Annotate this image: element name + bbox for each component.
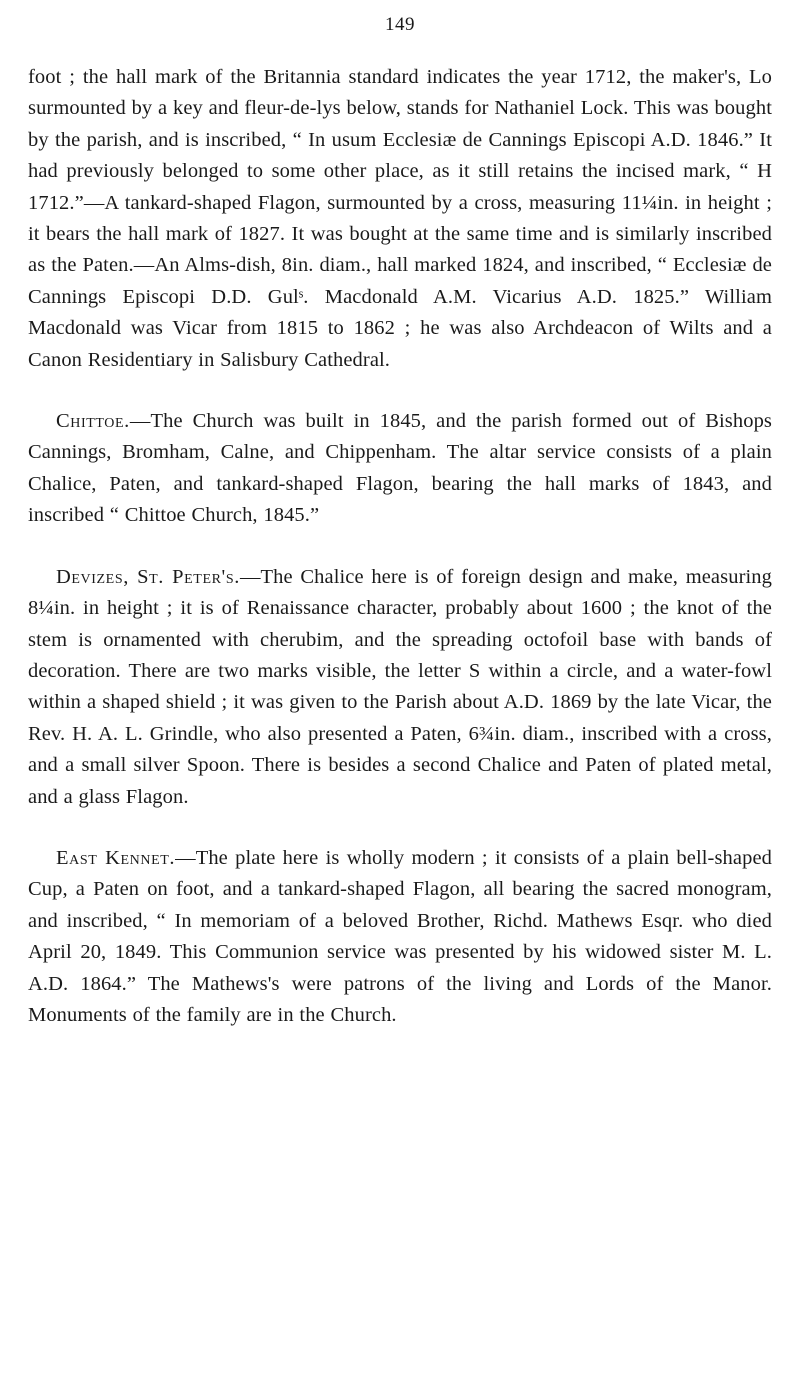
paragraph-chittoe [28,406,772,532]
page-body [28,36,772,1031]
entry-heading-chittoe: Chittoe. [56,410,130,433]
entry-heading-east-kennet: East Kennet. [56,846,176,869]
entry-heading-devizes-st-peters: Devizes, St. Peter's. [56,565,240,588]
paragraph-text: foot ; the hall mark of the Britannia standard indicates the year 1712, the maker's, Lo surmounted by a key and fleur-de-lys below, stands for Nathaniel Lock. This was bought by the parish, and is inscribed, “ In usum Ecclesiæ de Cannings Episcopi A.D. 1846.” It had previously belonged to some other place, as it still retains the incised mark, “ H 1712.”—A tankard-shaped Flagon, surmounted by a cross, measuring 11¼in. in height ; it bears the hall mark of 1827. It was bought at the same time and is similarly inscribed as the Paten.—An Alms-dish, 8in. diam., hall marked 1824, and inscribed, “ Ecclesiæ de Cannings Episcopi D.D. Gulˢ. Macdonald A.M. Vicarius A.D. 1825.” William Macdonald was Vicar from 1815 to 1862 ; he was also Archdeacon of Wilts and a Canon Residentiary in Salisbury Cathedral. [28,66,772,371]
paragraph-text: —The plate here is wholly modern ; it consists of a plain bell-shaped Cup, a Paten on foot, and a tankard-shaped Flagon, all bearing the sacred monogram, and inscribed, “ In memoriam of a beloved Brother, Richd. Mathews Esqr. who died April 20, 1849. This Communion service was presented by his widowed sister M. L. A.D. 1864.” The Mathews's were patrons of the living and Lords of the Manor. Monuments of the family are in the Church. [28,846,772,1026]
paragraph-text: —The Chalice here is of foreign design and make, measuring 8¼in. in height ; it is of Renaissance character, probably about 1600 ; the knot of the stem is ornamented with cherubim, and the spreading octofoil base with bands of decoration. There are two marks visible, the letter S within a circle, and a water-fowl within a shaped shield ; it was given to the Parish about A.D. 1869 by the late Vicar, the Rev. H. A. L. Grindle, who also presented a Paten, 6¾in. diam., inscribed with a cross, and a small silver Spoon. There is besides a second Chalice and Paten of plated metal, and a glass Flagon. [28,565,772,808]
paragraph-bishops-cannings-plate [28,62,772,376]
paragraph-east-kennet [28,843,772,1031]
paragraph-devizes-st-peters [28,562,772,813]
page-number: 149 [385,14,415,35]
paragraph-text: —The Church was built in 1845, and the parish formed out of Bishops Cannings, Bromham, Calne, and Chippenham. The altar service consists of a plain Chalice, Paten, and tankard-shaped Flagon, bearing the hall marks of 1843, and inscribed “ Chittoe Church, 1845.” [28,410,772,527]
